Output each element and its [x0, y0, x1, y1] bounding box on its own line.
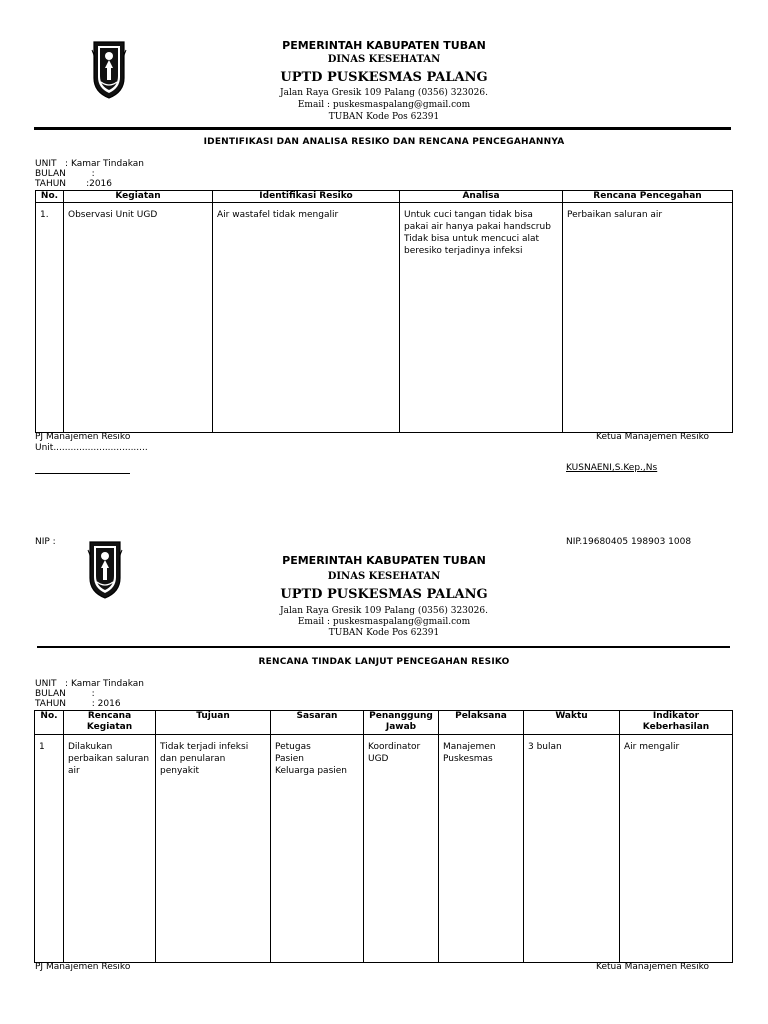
cell-no: 1.	[36, 203, 64, 433]
form1-meta	[35, 159, 144, 189]
form1-bulan: BULAN :	[35, 169, 95, 179]
letterhead-1	[0, 39, 768, 123]
form2-unit: UNIT : Kamar Tindakan	[35, 679, 144, 689]
cell-penanggung-jawab: Koordinator UGD	[364, 735, 439, 963]
cell-no: 1	[35, 735, 64, 963]
cell-sasaran: Petugas Pasien Keluarga pasien	[271, 735, 364, 963]
col-header-analisa: Analisa	[400, 191, 563, 203]
ketua-nip: NIP.19680405 198903 1008	[566, 537, 692, 547]
table-header-row	[35, 711, 733, 735]
col-header-kegiatan: Kegiatan	[64, 191, 213, 203]
letterhead-address: Jalan Raya Gresik 109 Palang (0356) 323026.	[280, 88, 488, 98]
pj-signature-line	[35, 473, 130, 474]
letterhead-department: DINAS KESEHATAN	[327, 571, 441, 582]
letterhead-clinic: UPTD PUSKESMAS PALANG	[280, 587, 488, 602]
cell-identifikasi: Air wastafel tidak mengalir	[213, 203, 400, 433]
form2-ketua-label: Ketua Manajemen Resiko	[596, 962, 709, 972]
cell-rencana-kegiatan: Dilakukan perbaikan saluran air	[64, 735, 156, 963]
form1-tahun: TAHUN :2016	[35, 179, 113, 189]
follow-up-plan-table	[34, 710, 733, 963]
pj-label: PJ Manajemen Resiko	[35, 432, 131, 442]
col-header-no: No.	[35, 711, 64, 735]
cell-pelaksana: Manajemen Puskesmas	[439, 735, 524, 963]
col-header-tujuan: Tujuan	[156, 711, 271, 735]
ketua-name: KUSNAENI,S.Kep.,Ns	[566, 463, 658, 473]
table-row	[35, 735, 733, 963]
col-header-rencana-kegiatan: Rencana Kegiatan	[64, 711, 156, 735]
cell-tujuan: Tidak terjadi infeksi dan penularan penyakit	[156, 735, 271, 963]
letterhead-2	[0, 554, 768, 639]
table-row	[36, 203, 733, 433]
form2-title: RENCANA TINDAK LANJUT PENCEGAHAN RESIKO	[258, 657, 510, 667]
form2-tahun: TAHUN : 2016	[35, 699, 121, 709]
col-header-no: No.	[36, 191, 64, 203]
cell-indikator: Air mengalir	[620, 735, 733, 963]
letterhead-department: DINAS KESEHATAN	[327, 54, 441, 65]
col-header-sasaran: Sasaran	[271, 711, 364, 735]
letterhead-clinic: UPTD PUSKESMAS PALANG	[280, 70, 488, 85]
cell-kegiatan: Observasi Unit UGD	[64, 203, 213, 433]
letterhead-postal: TUBAN Kode Pos 62391	[328, 628, 440, 638]
letterhead-government: PEMERINTAH KABUPATEN TUBAN	[282, 554, 486, 567]
form2-meta	[35, 679, 144, 709]
pj-nip: NIP :	[35, 537, 56, 547]
form2-pj-label: PJ Manajemen Resiko	[35, 962, 131, 972]
col-header-identifikasi: Identifikasi Resiko	[213, 191, 400, 203]
col-header-indikator: Indikator Keberhasilan	[620, 711, 733, 735]
cell-rencana: Perbaikan saluran air	[563, 203, 733, 433]
ketua-label: Ketua Manajemen Resiko	[596, 432, 709, 442]
col-header-penanggung-jawab: Penanggung Jawab	[364, 711, 439, 735]
form1-pj-block	[35, 432, 148, 454]
table-header-row	[36, 191, 733, 203]
col-header-pelaksana: Pelaksana	[439, 711, 524, 735]
col-header-rencana: Rencana Pencegahan	[563, 191, 733, 203]
letterhead-address: Jalan Raya Gresik 109 Palang (0356) 323026.	[280, 606, 488, 616]
letterhead-divider	[34, 127, 731, 130]
form1-unit: UNIT : Kamar Tindakan	[35, 159, 144, 169]
form2-bulan: BULAN :	[35, 689, 95, 699]
letterhead-government: PEMERINTAH KABUPATEN TUBAN	[282, 39, 486, 52]
form1-title: IDENTIFIKASI DAN ANALISA RESIKO DAN RENCANA PENCEGAHANNYA	[203, 137, 565, 147]
pj-unit: Unit.................................	[35, 443, 148, 453]
col-header-waktu: Waktu	[524, 711, 620, 735]
risk-identification-table	[35, 190, 733, 433]
letterhead-email: Email : puskesmaspalang@gmail.com	[297, 100, 471, 110]
letterhead-divider	[37, 646, 730, 648]
cell-waktu: 3 bulan	[524, 735, 620, 963]
letterhead-email: Email : puskesmaspalang@gmail.com	[297, 617, 471, 627]
cell-analisa: Untuk cuci tangan tidak bisa pakai air hanya pakai handscrub Tidak bisa untuk mencuci alat beresiko terjadinya infeksi	[400, 203, 563, 433]
letterhead-postal: TUBAN Kode Pos 62391	[328, 112, 440, 122]
